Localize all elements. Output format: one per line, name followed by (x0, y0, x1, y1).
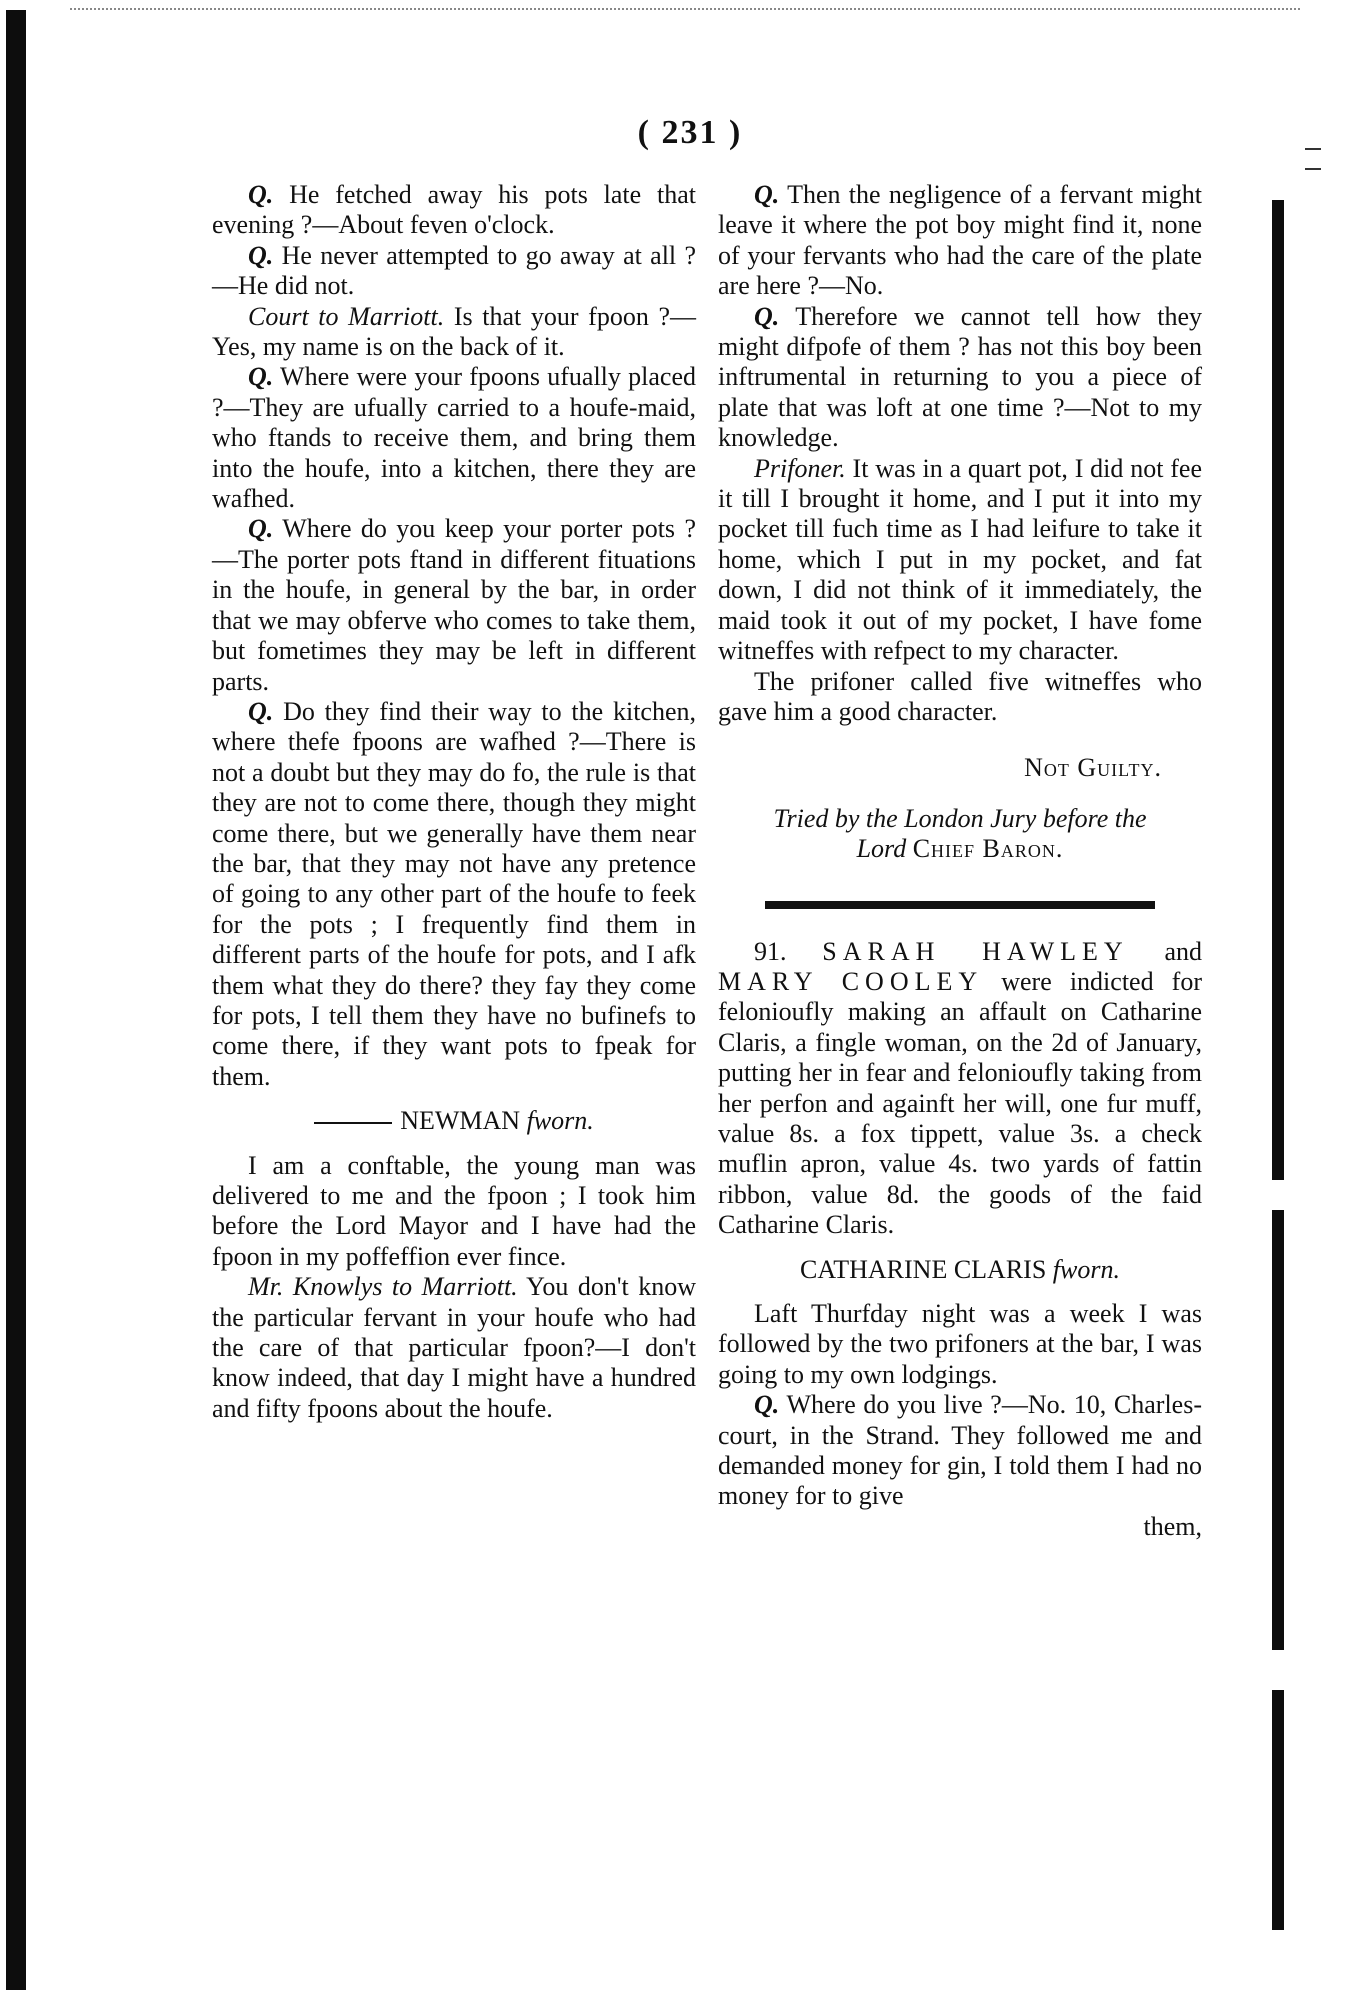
case-and: and (1128, 936, 1202, 966)
paragraph-text: Where do you keep your porter pots ?—The porter pots ftand in different fituations in the houfe, in general by the bar, in order that we may obferve who comes to take them, but fometimes they may be left in different parts. (212, 514, 696, 696)
paragraph (718, 302, 1202, 454)
paragraph (212, 180, 696, 241)
paragraph (212, 1272, 696, 1424)
paragraph (718, 1390, 1202, 1512)
paragraph-text: Where were your fpoons ufually placed ?—They are ufually carried to a houfe-maid, who ftands to receive them, and bring them into the houfe, into a kitchen, there they are wafhed. (212, 362, 696, 514)
question-marker: Q. (248, 240, 274, 270)
section-divider (765, 901, 1155, 909)
paragraph-text: I am a conftable, the young man was delivered to me and the fpoon ; I took him before the Lord Mayor and I have had the fpoon in my poffeffion ever fince. (212, 1150, 696, 1271)
paragraph-text: You don't know the particular fervant in your houfe who had the care of that particular fpoon?—I don't know indeed, that day I might have a hundred and fifty fpoons about the houfe. (212, 1272, 696, 1423)
question-marker: Q. (248, 696, 274, 726)
paragraph (212, 1151, 696, 1273)
scan-tick-mark (1305, 148, 1321, 150)
paragraph-text: Where do you live ?—No. 10, Charles-court, in the Strand. They followed me and demanded money for gin, I told them I had no money for to give (718, 1390, 1202, 1511)
catchword: them, (1143, 1511, 1202, 1541)
witness-name: NEWMAN (400, 1106, 521, 1136)
question-marker: Q. (754, 180, 780, 209)
paragraph-text: It was in a quart pot, I did not fee it till I brought it home, and I put it into my pocket till fuch time as I had leifure to take it home, which I put in my pocket, and fat down, I did not think of it immediately, the maid took it out of my pocket, I have fome witneffes with refpect to my character. (718, 453, 1202, 666)
paragraph-text: Then the negligence of a fervant might leave it where the pot boy might find it, none of your fervants who had the care of the plate are here ?—No. (718, 180, 1202, 301)
paragraph-text: Therefore we cannot tell how they might difpofe of them ? has not this boy been inftrumental in returning to you a piece of plate that was loft at one time ?—Not to my knowledge. (718, 301, 1202, 453)
paragraph (718, 180, 1202, 302)
scan-edge-noise (70, 8, 1300, 12)
paragraph (212, 362, 696, 514)
page-number: ( 231 ) (637, 114, 743, 151)
defendant-name: SARAH HAWLEY (822, 936, 1129, 966)
left-column (212, 180, 696, 1424)
speaker-label: Prifoner. (754, 453, 846, 483)
paragraph (718, 667, 1202, 728)
paragraph (212, 514, 696, 696)
speaker-label: Mr. Knowlys to Marriott. (248, 1272, 518, 1302)
right-column (718, 180, 1202, 1542)
trial-note-judge: Chief Baron. (912, 834, 1064, 864)
paragraph (718, 1299, 1202, 1390)
paragraph-text: Do they find their way to the kitchen, where thefe fpoons are wafhed ?—There is not a doubt but they may do fo, the rule is that they are not to come there, though they might come there, but we generally have them near the bar, that they may not have any pretence of going to any other part of the houfe to feek for the pots ; I frequently find them in different parts of the houfe for pots, and I afk them what they do there? they fay they come for pots, I tell them they have no bufinefs to come there, if they want pots to fpeak for them. (212, 696, 696, 1091)
scan-edge-gap (1272, 1650, 1284, 1690)
paragraph (212, 241, 696, 302)
verdict: Not Guilty. (1024, 753, 1162, 783)
paragraph-text: He fetched away his pots late that evening ?—About feven o'clock. (212, 180, 696, 240)
case-paragraph (718, 937, 1202, 1241)
trial-note-line: Tried by the London Jury before the (773, 803, 1147, 833)
paragraph (718, 454, 1202, 667)
witness-name: CATHARINE CLARIS (800, 1254, 1047, 1284)
trial-note-lord: Lord (856, 834, 907, 864)
paragraph-text: The prifoner called five witneffes who gave him a good character. (718, 666, 1202, 726)
speaker-label: Court to Marriott. (248, 301, 445, 331)
question-marker: Q. (248, 514, 274, 544)
question-marker: Q. (754, 301, 780, 331)
sworn-label: fworn. (526, 1106, 594, 1136)
paragraph (212, 302, 696, 363)
paragraph-text: Is that your fpoon ?—Yes, my name is on the back of it. (212, 301, 696, 362)
paragraph (212, 697, 696, 1092)
witness-heading-newman (212, 1106, 696, 1136)
question-marker: Q. (248, 362, 274, 392)
witness-heading-claris (718, 1255, 1202, 1285)
question-marker: Q. (248, 180, 274, 209)
paragraph-text: Laft Thurfday night was a week I was followed by the two prifoners at the bar, I was going to my own lodgings. (718, 1299, 1202, 1389)
trial-note (718, 804, 1202, 865)
sworn-label: fworn. (1052, 1254, 1120, 1284)
heading-rule (314, 1122, 392, 1124)
paragraph-text: He never attempted to go away at all ?—He did not. (212, 240, 696, 301)
defendant-name: MARY COOLEY (718, 966, 984, 996)
scan-binding-edge-left (6, 10, 26, 1990)
scan-tick-mark (1305, 168, 1321, 170)
question-marker: Q. (754, 1390, 780, 1420)
case-text: were indicted for felonioufly making an affault on Catharine Claris, a fingle woman, on the 2d of January, putting her in fear and felonioufly taking from her perfon and againft her will, one fur muff, value 8s. a fox tippett, value 3s. a check muflin apron, value 4s. two yards of fattin ribbon, value 8d. the goods of the faid Catharine Claris. (718, 966, 1202, 1240)
scan-edge-gap (1272, 1180, 1284, 1210)
case-number: 91. (754, 936, 787, 966)
